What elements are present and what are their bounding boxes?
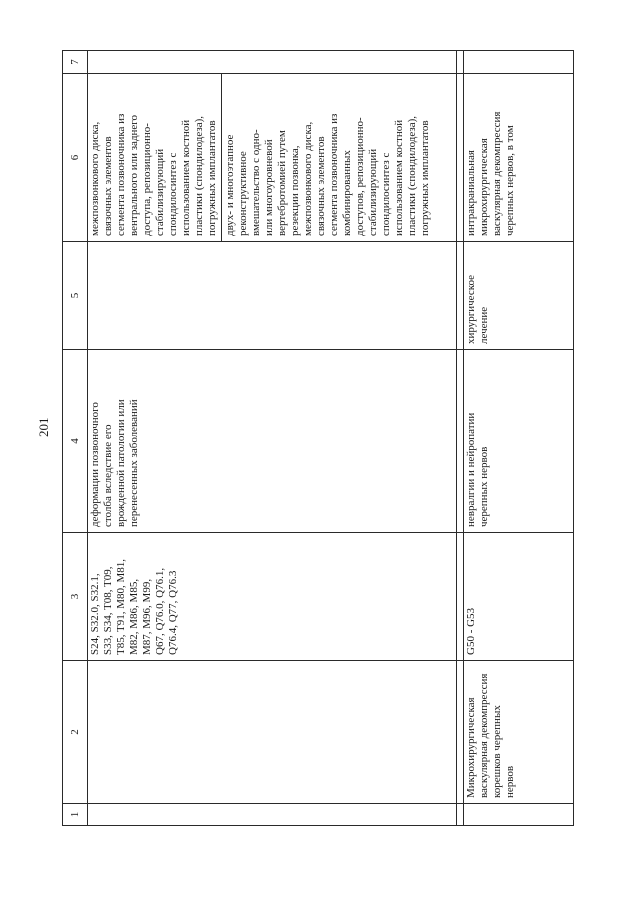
row1-name <box>88 661 457 804</box>
row1-method <box>88 74 457 242</box>
row1-method-b: двух- и многоэтапное реконструктивное вмешательство с одно- или многоуровневой вертебротомией путем резекции позвонка, межпозвонкового диска, связочных элементов сегмента позвоночника из комбинированных доступов, репозиционно- стабилизирующий спондилосинтез с использованием костной пластики (спондилодеза), погружных имплантатов <box>224 113 431 236</box>
header-col-6: 6 <box>63 74 88 242</box>
row1-col7 <box>88 51 457 74</box>
header-col-5: 5 <box>63 242 88 350</box>
procedures-table <box>62 50 574 826</box>
table-row <box>464 51 574 826</box>
row1-number <box>88 804 457 826</box>
row2-method: интракраниальная микрохирургическая васкулярная декомпрессия черепных нервов, в том <box>464 74 574 242</box>
row1-condition: деформации позвоночного столба вследствие его врожденной патологии или перенесенных заболеваний <box>88 350 457 533</box>
row2-number <box>464 804 574 826</box>
header-col-3: 3 <box>63 533 88 661</box>
header-col-2: 2 <box>63 661 88 804</box>
row1-method-a: межпозвонкового диска, связочных элементов сегмента позвоночника из вентрального или заднего доступа, репозиционно- стабилизирующий спондилосинтез с использованием костной пластики (спондилодеза), погружных имплантатов <box>89 113 218 236</box>
page-number: 201 <box>36 417 51 437</box>
header-row <box>63 51 88 826</box>
header-col-1: 1 <box>63 804 88 826</box>
row1-codes: S24, S32.0, S32.1, S33, S34, T08, T09, T85, T91, M80, M81, M82, M86, M85, M87, M96, M99, Q67, Q76.0, Q76.1, Q76.4, Q77, Q76.3 <box>88 533 457 661</box>
header-col-4: 4 <box>63 350 88 533</box>
row1-treatment <box>88 242 457 350</box>
row2-col7 <box>464 51 574 74</box>
row2-name: Микрохирургическая васкулярная декомпрессия корешков черепных нервов <box>464 661 574 804</box>
row2-treatment: хирургическое лечение <box>464 242 574 350</box>
rotated-table-container <box>62 51 574 826</box>
table-row-gap <box>457 51 464 826</box>
row2-codes: G50 - G53 <box>464 533 574 661</box>
table-row <box>88 51 457 826</box>
row2-condition: невралгии и нейропатии черепных нервов <box>464 350 574 533</box>
header-col-7: 7 <box>63 51 88 74</box>
method-divider <box>221 74 222 241</box>
